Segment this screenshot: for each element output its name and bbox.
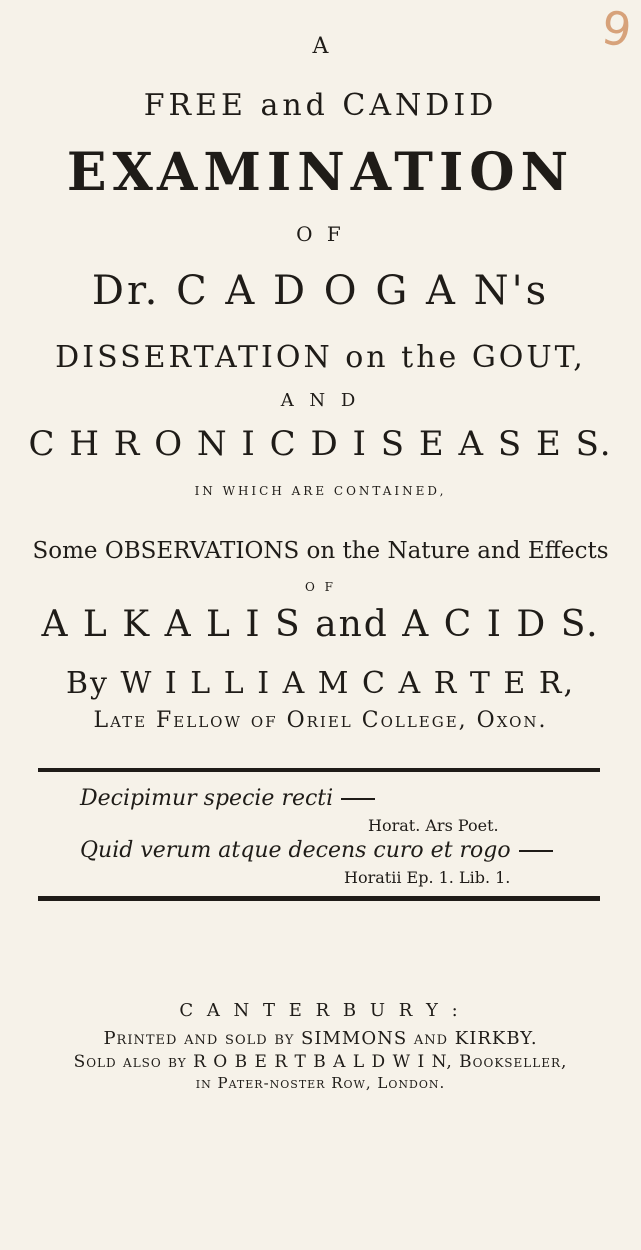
- motto-1-text: Decipimur specie recti: [80, 786, 334, 811]
- chronic-diseases: C H R O N I C D I S E A S E S.: [28, 424, 613, 464]
- article-a: A: [312, 34, 329, 59]
- of-subheading: O F: [305, 580, 336, 594]
- author-byline: By W I L L I A M C A R T E R,: [66, 666, 575, 701]
- author-name: Dr. C A D O G A N's: [91, 268, 550, 314]
- motto-2-dash: [519, 850, 553, 852]
- free-and-candid: FREE and CANDID: [143, 88, 498, 123]
- in-which-contained: IN WHICH ARE CONTAINED,: [194, 484, 447, 498]
- imprint-sold: Sold also by R O B E R T B A L D W I N, Bookseller,: [73, 1052, 568, 1072]
- motto-1-source: Horat. Ars Poet.: [368, 816, 499, 835]
- motto-2-text: Quid verum atque decens curo et rogo: [80, 838, 511, 863]
- imprint-printed: Printed and sold by SIMMONS and KIRKBY.: [103, 1028, 538, 1049]
- imprint-address: in Pater-noster Row, London.: [195, 1074, 446, 1092]
- examination-heading: EXAMINATION: [66, 142, 575, 203]
- author-fellowship: Late Fellow of Oriel College, Oxon.: [93, 708, 548, 733]
- top-rule: [38, 768, 600, 772]
- motto-2: [80, 838, 553, 863]
- alkalis-acids: A L K A L I S and A C I D S.: [41, 604, 600, 645]
- of-heading: O F: [296, 222, 345, 246]
- dissertation-line: DISSERTATION on the GOUT,: [55, 340, 586, 375]
- motto-2-source: Horatii Ep. 1. Lib. 1.: [344, 868, 511, 887]
- bottom-rule: [38, 896, 600, 901]
- motto-1-dash: [341, 798, 375, 800]
- and-line: A N D: [280, 390, 361, 411]
- motto-1: [80, 786, 375, 811]
- imprint-place: C A N T E R B U R Y :: [179, 1000, 462, 1021]
- pencil-annotation: 9: [598, 0, 635, 58]
- observations-line: Some OBSERVATIONS on the Nature and Effects: [32, 538, 609, 564]
